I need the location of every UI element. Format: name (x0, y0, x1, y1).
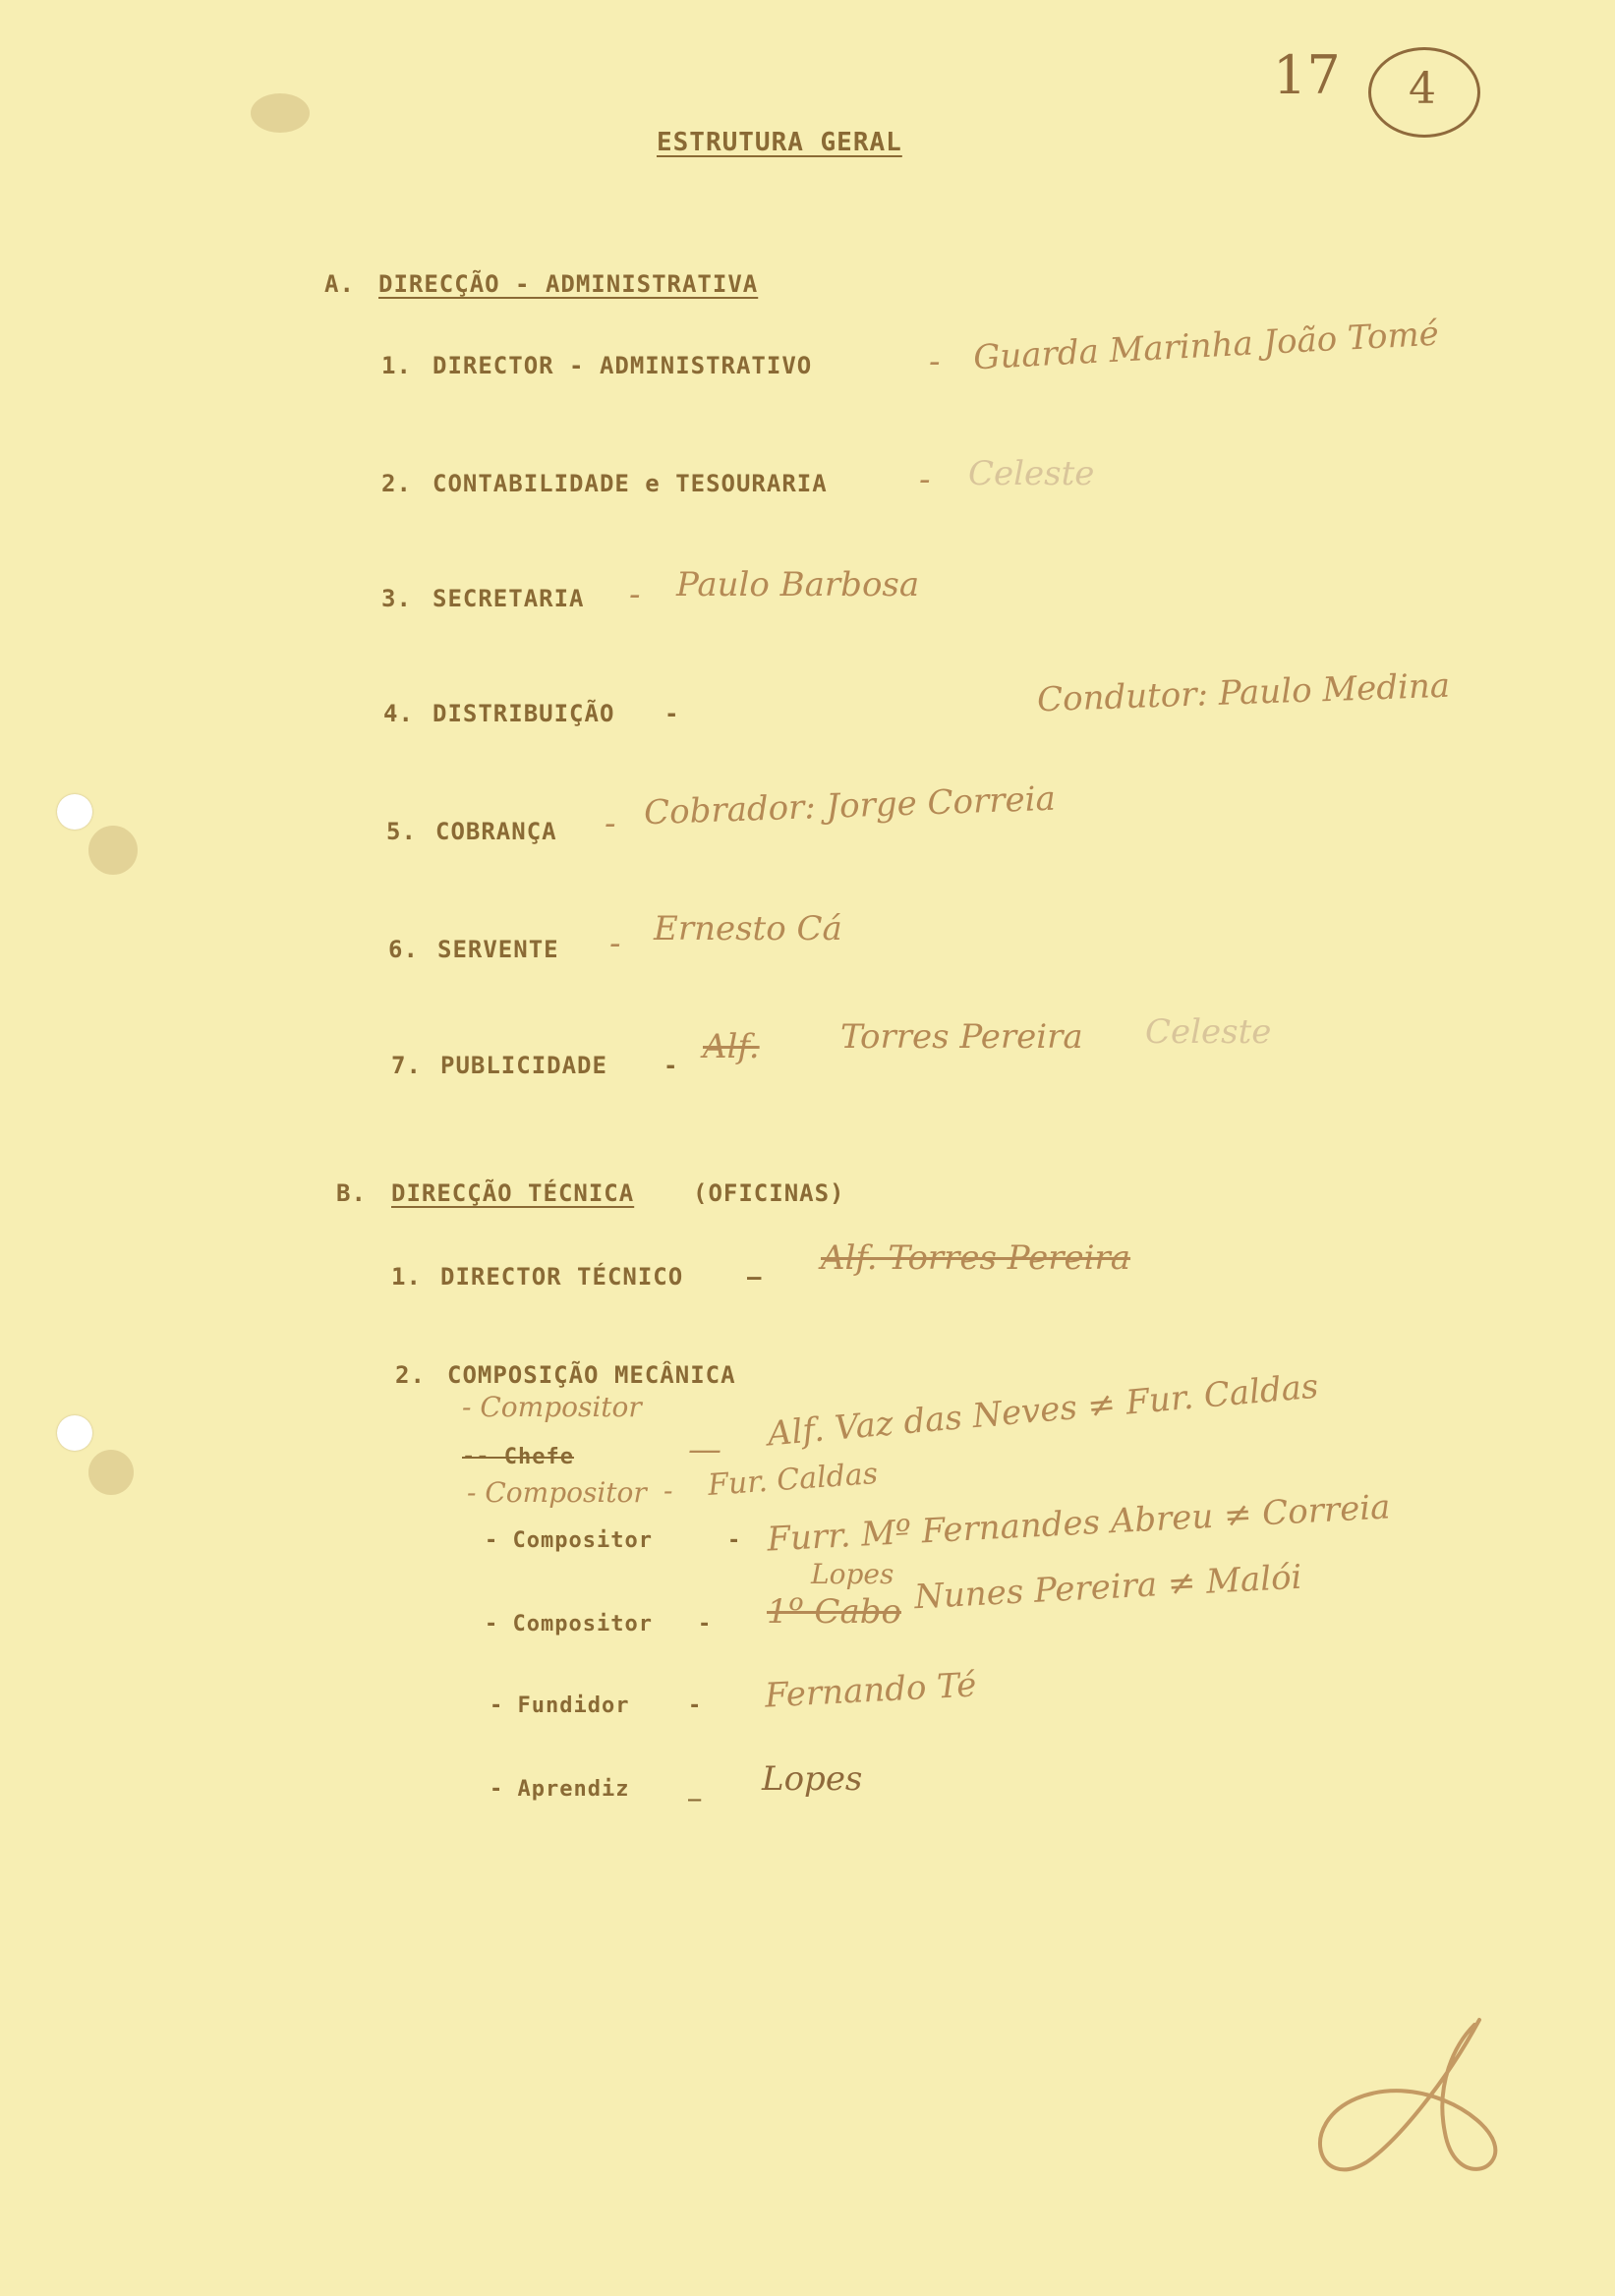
a-item-note: Paulo Barbosa (676, 565, 920, 604)
section-b-heading: DIRECÇÃO TÉCNICA (391, 1179, 635, 1207)
sub-item-dash: - (727, 1528, 742, 1553)
a-item-num: 3. (381, 585, 412, 612)
sub-item-note: Lopes (762, 1759, 863, 1799)
a-item-num: 7. (391, 1052, 422, 1079)
section-a-heading: DIRECÇÃO - ADMINISTRATIVA (378, 270, 759, 298)
a-item-num: 6. (388, 936, 419, 963)
a-item-note: Celeste (968, 454, 1095, 493)
circled-mark-text: 4 (1409, 64, 1436, 114)
sub-item-note: Nunes Pereira ≠ Malói (913, 1557, 1303, 1618)
a-item-label: SECRETARIA (433, 585, 585, 612)
b-item-note-struck: Alf. Torres Pereira (821, 1238, 1131, 1278)
section-a-prefix: A. (324, 270, 355, 298)
a-item-dash: - (929, 342, 941, 381)
sub-item-dash: - (698, 1612, 713, 1636)
a-item-label: PUBLICIDADE (440, 1052, 607, 1079)
b-item-label: COMPOSIÇÃO MECÂNICA (447, 1361, 736, 1389)
sub-item-prefix: - Compositor (467, 1476, 647, 1509)
a-item-num: 2. (381, 470, 412, 497)
a-item-dash: - (605, 804, 616, 843)
a-item-label: DISTRIBUIÇÃO (433, 700, 615, 727)
sub-item-prefix: -- Chefe (462, 1445, 574, 1469)
section-b-prefix: B. (336, 1179, 367, 1207)
sub-item-prefix: - Aprendiz (490, 1777, 630, 1802)
sub-item-note-above: Lopes (811, 1558, 894, 1590)
sub-item-note: Fur. Caldas (706, 1457, 880, 1503)
sub-item-prefix: - Fundidor (490, 1693, 630, 1718)
a-item-num: 5. (386, 818, 417, 845)
a-item-note: Condutor: Paulo Medina (1036, 665, 1451, 720)
page-number: 17 (1273, 44, 1341, 106)
section-b-heading-suffix: (OFICINAS) (693, 1179, 845, 1207)
a-item-label: CONTABILIDADE e TESOURARIA (433, 470, 828, 497)
sub-item-prefix: - Compositor (485, 1528, 653, 1553)
a-item-note: Guarda Marinha João Tomé (972, 314, 1440, 378)
a-item-note: Ernesto Cá (654, 909, 842, 948)
sub-item-note: Furr. Mº Fernandes Abreu ≠ Correia (766, 1487, 1392, 1560)
sub-item-note: Fernando Té (764, 1665, 978, 1716)
sub-item-prefix: - Compositor (485, 1612, 653, 1636)
a-item-dash: - (919, 460, 931, 499)
a-item-num: 4. (383, 700, 414, 727)
sub-item-dash: — (688, 1430, 721, 1469)
a-item-note: Cobrador: Jorge Correia (643, 778, 1057, 833)
a-item-dash: - (663, 1052, 679, 1079)
b-item-num: 2. (395, 1361, 426, 1389)
b-item-num: 1. (391, 1263, 422, 1291)
sub-item-note-struck: 1º Cabo (767, 1592, 901, 1632)
a-item-dash: - (664, 700, 680, 727)
sub-item-note: Alf. Vaz das Neves ≠ Fur. Caldas (766, 1366, 1320, 1455)
a-item-label: SERVENTE (437, 936, 559, 963)
a-item-label: COBRANÇA (435, 818, 557, 845)
a-item-note: Torres Pereira (840, 1017, 1083, 1057)
b-item-dash: — (747, 1263, 763, 1291)
a-item-num: 1. (381, 352, 412, 379)
document-title: ESTRUTURA GERAL (657, 128, 902, 157)
a-item-dash: - (629, 575, 641, 614)
sub-item-dash: _ (688, 1777, 703, 1802)
sub-item-dash: - (663, 1474, 673, 1507)
a-item-note-struck: Alf. (703, 1027, 760, 1066)
a-item-dash: - (609, 924, 621, 963)
a-item-note-extra: Celeste (1145, 1012, 1272, 1052)
a-item-label: DIRECTOR - ADMINISTRATIVO (433, 352, 813, 379)
sub-item-dash: - (688, 1693, 703, 1718)
b-item-label: DIRECTOR TÉCNICO (440, 1263, 684, 1291)
sub-item-prefix: - Compositor (462, 1391, 642, 1423)
